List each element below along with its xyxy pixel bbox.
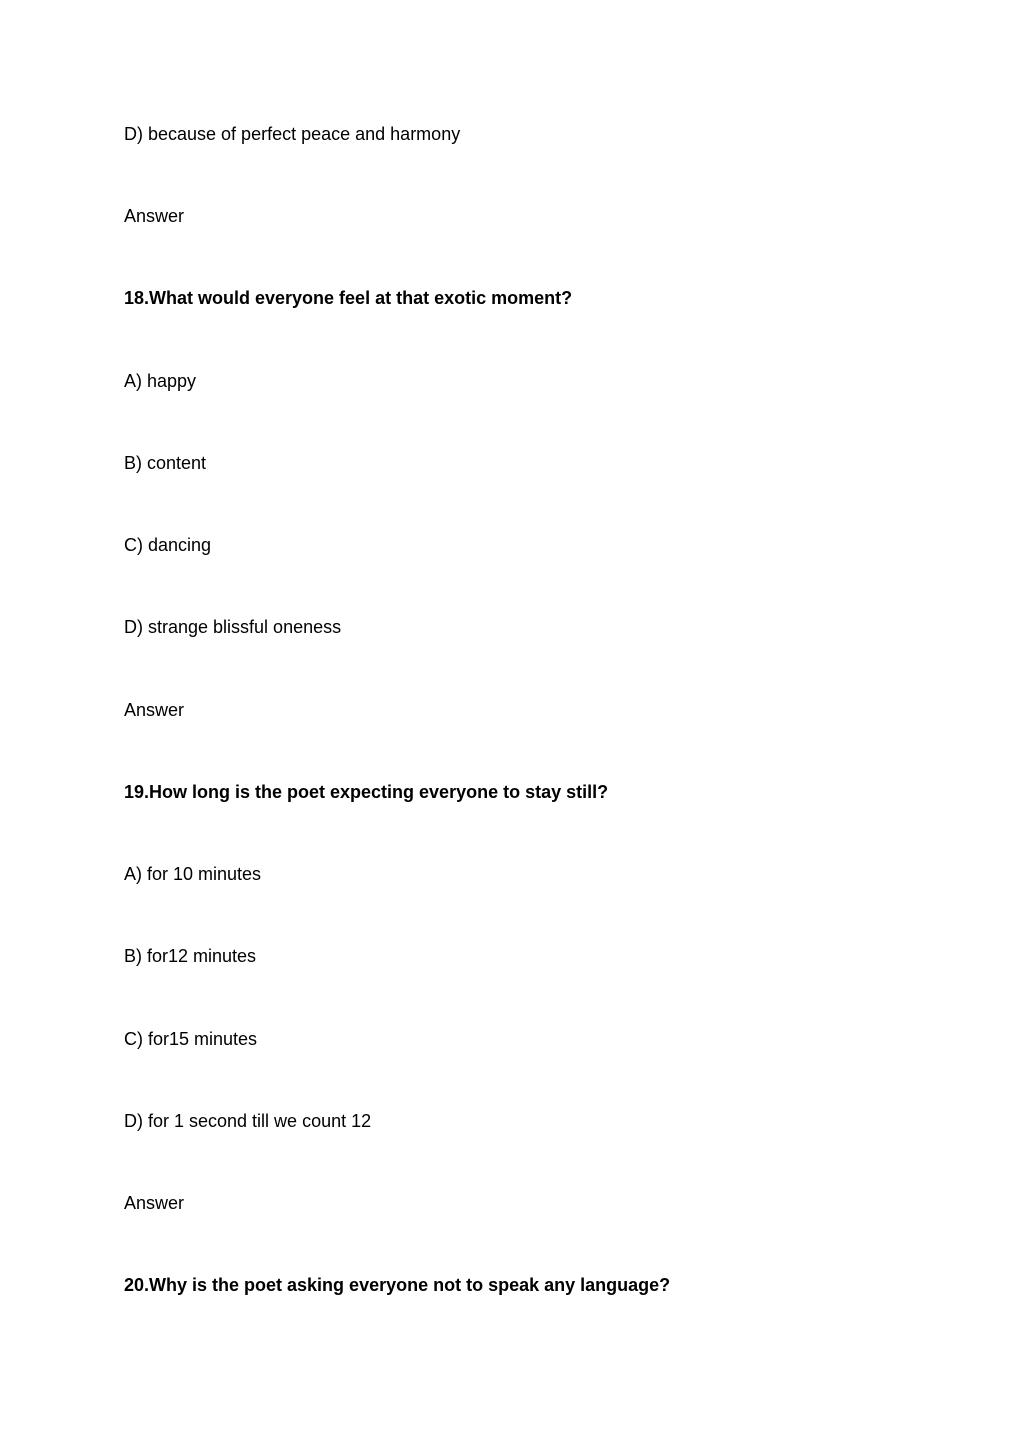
question-20: 20.Why is the poet asking everyone not to speak any language?: [124, 1275, 671, 1295]
question-19: 19.How long is the poet expecting everyone to stay still?: [124, 782, 609, 802]
q17-answer-label: Answer: [124, 206, 185, 226]
question-18: 18.What would everyone feel at that exotic moment?: [124, 288, 573, 308]
q19-option-b: B) for12 minutes: [124, 946, 257, 966]
q18-option-d: D) strange blissful oneness: [124, 617, 342, 637]
q19-answer-label: Answer: [124, 1193, 185, 1213]
q18-answer-label: Answer: [124, 700, 185, 720]
q19-option-a: A) for 10 minutes: [124, 864, 262, 884]
q19-option-d: D) for 1 second till we count 12: [124, 1111, 372, 1131]
q18-option-a: A) happy: [124, 371, 197, 391]
q18-option-c: C) dancing: [124, 535, 212, 555]
q18-option-b: B) content: [124, 453, 207, 473]
q17-option-d: D) because of perfect peace and harmony: [124, 124, 461, 144]
q19-option-c: C) for15 minutes: [124, 1029, 258, 1049]
